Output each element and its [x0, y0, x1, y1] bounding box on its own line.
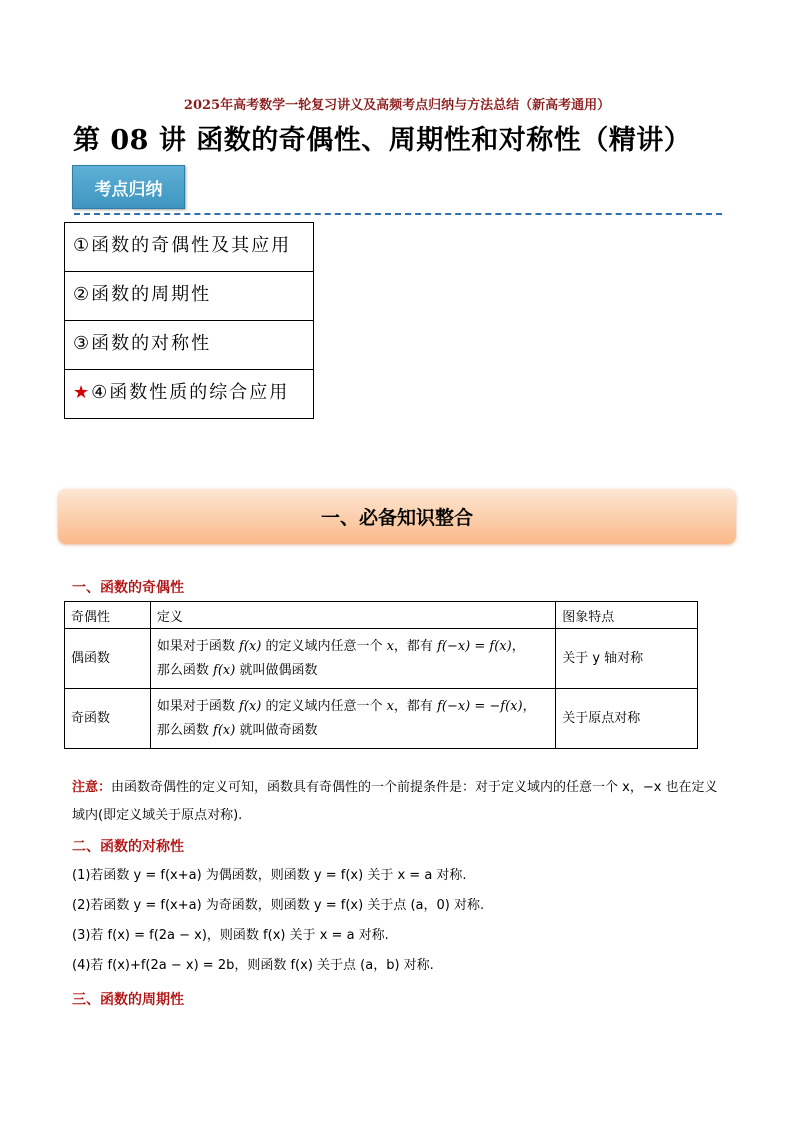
page-title: 第 08 讲 函数的奇偶性、周期性和对称性（精讲）: [73, 125, 692, 156]
section-heading-parity: 一、函数的奇偶性: [72, 580, 184, 596]
math-expression: f(−x) = f(x): [437, 638, 512, 654]
table-row: [65, 370, 314, 419]
topic-item-2: ②函数的周期性: [65, 272, 314, 321]
math-expression: f(x): [213, 662, 236, 678]
text-span: ，: [522, 698, 536, 714]
table-row: [65, 223, 314, 272]
table-header-cell: 图象特点: [556, 602, 698, 629]
note-text: 由函数奇偶性的定义可知，函数具有奇偶性的一个前提条件是：对于定义域内的任意一个 x，−x 也在定义域内(即定义域关于原点对称).: [72, 780, 718, 823]
table-row: [65, 689, 698, 749]
star-icon: ★: [73, 382, 92, 403]
text-span: 就叫做奇函数: [235, 722, 318, 738]
text-span: 就叫做偶函数: [235, 662, 318, 678]
text-span: ，都有: [393, 698, 438, 714]
note-paragraph: [72, 774, 722, 830]
table-cell-feature: 关于 y 轴对称: [556, 629, 698, 689]
symmetry-rule-2: (2)若函数 y = f(x+a) 为奇函数，则函数 y = f(x) 关于点 (a，0) 对称.: [72, 898, 485, 913]
text-span: ，: [511, 638, 525, 654]
table-cell-definition: [150, 629, 555, 689]
dashed-divider: [74, 213, 722, 215]
text-span: 的定义域内任意一个: [261, 638, 387, 654]
topic-item-4: [65, 370, 314, 419]
topic-list-table: [64, 222, 314, 419]
topic-item-1: ①函数的奇偶性及其应用: [65, 223, 314, 272]
math-expression: f(x): [239, 638, 262, 654]
text-span: ，都有: [393, 638, 438, 654]
topic-badge: 考点归纳: [72, 165, 185, 209]
document-subtitle: 2025年高考数学一轮复习讲义及高频考点归纳与方法总结（新高考通用）: [183, 98, 611, 113]
symmetry-rule-4: (4)若 f(x)+f(2a − x) = 2b，则函数 f(x) 关于点 (a，b) 对称.: [72, 958, 434, 973]
math-expression: x: [386, 698, 394, 714]
symmetry-rule-1: (1)若函数 y = f(x+a) 为偶函数，则函数 y = f(x) 关于 x = a 对称.: [72, 868, 467, 883]
topic-item-4-label: ④函数性质的综合应用: [91, 382, 290, 403]
topic-item-3: ③函数的对称性: [65, 321, 314, 370]
math-expression: f(x): [239, 698, 262, 714]
table-cell-feature: 关于原点对称: [556, 689, 698, 749]
section-banner: 一、必备知识整合: [58, 489, 736, 544]
parity-table: [64, 601, 698, 749]
table-row: [65, 272, 314, 321]
math-expression: x: [386, 638, 394, 654]
table-header-cell: 奇偶性: [65, 602, 151, 629]
text-span: 那么函数: [156, 662, 214, 678]
symmetry-rule-3: (3)若 f(x) = f(2a − x)，则函数 f(x) 关于 x = a 对称.: [72, 928, 389, 943]
math-expression: f(−x) = −f(x): [437, 698, 523, 714]
table-header-cell: 定义: [150, 602, 555, 629]
note-label: 注意：: [72, 780, 112, 795]
text-span: 如果对于函数: [156, 638, 240, 654]
section-heading-symmetry: 二、函数的对称性: [72, 839, 184, 855]
text-span: 的定义域内任意一个: [261, 698, 387, 714]
table-cell-definition: [150, 689, 555, 749]
math-expression: f(x): [213, 722, 236, 738]
table-header-row: [65, 602, 698, 629]
table-cell-type: 奇函数: [65, 689, 151, 749]
text-span: 那么函数: [156, 722, 214, 738]
table-row: [65, 629, 698, 689]
table-row: [65, 321, 314, 370]
text-span: 如果对于函数: [156, 698, 240, 714]
table-cell-type: 偶函数: [65, 629, 151, 689]
section-heading-periodicity: 三、函数的周期性: [72, 992, 184, 1008]
